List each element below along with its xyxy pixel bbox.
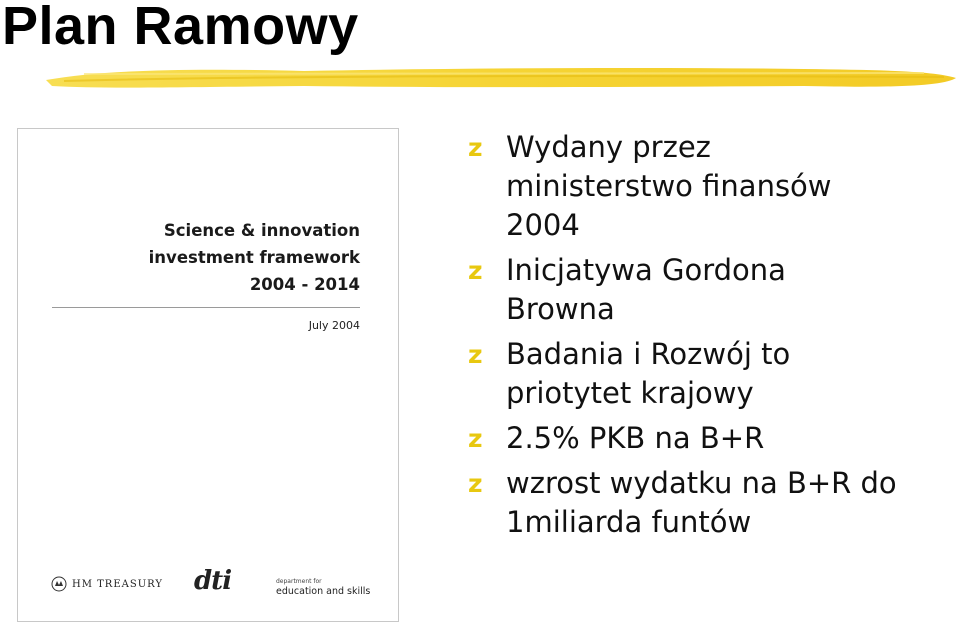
bullet-text: Wydany przez ministerstwo finansów 2004 xyxy=(506,130,832,242)
slide-title: Plan Ramowy xyxy=(2,0,359,56)
bullet-text: Inicjatywa Gordona Browna xyxy=(506,253,786,326)
bullet-item xyxy=(468,464,926,542)
z-bullet-icon: z xyxy=(468,424,483,453)
cover-date: July 2004 xyxy=(308,319,360,332)
cover-title-line-1: Science & innovation xyxy=(163,221,360,240)
bullet-list xyxy=(468,128,926,548)
bullet-item xyxy=(468,251,926,329)
z-bullet-icon: z xyxy=(468,340,483,369)
bullet-item xyxy=(468,335,926,413)
cover-divider xyxy=(52,307,360,308)
dfes-label-small: department for xyxy=(276,578,322,585)
dfes-label-big: education and skills xyxy=(276,586,371,597)
crest-icon xyxy=(50,575,68,593)
cover-title-line-3: 2004 - 2014 xyxy=(249,275,360,294)
bullet-item xyxy=(468,419,926,458)
z-bullet-icon: z xyxy=(468,256,483,285)
highlighter-stroke xyxy=(44,62,958,92)
dti-logo: dti xyxy=(194,566,232,596)
bullet-text: Badania i Rozwój to priotytet krajowy xyxy=(506,337,791,410)
bullet-item xyxy=(468,128,926,245)
z-bullet-icon: z xyxy=(468,133,483,162)
cover-title xyxy=(149,217,360,298)
report-cover-image xyxy=(17,128,399,622)
z-bullet-icon: z xyxy=(468,469,483,498)
bullet-text: wzrost wydatku na B+R do 1miliarda funtów xyxy=(506,466,897,539)
hm-treasury-logo xyxy=(50,575,163,593)
cover-title-line-2: investment framework xyxy=(148,248,360,267)
dfes-logo xyxy=(276,577,370,597)
hm-treasury-label: HM TREASURY xyxy=(72,578,163,590)
bullet-text: 2.5% PKB na B+R xyxy=(506,421,765,455)
